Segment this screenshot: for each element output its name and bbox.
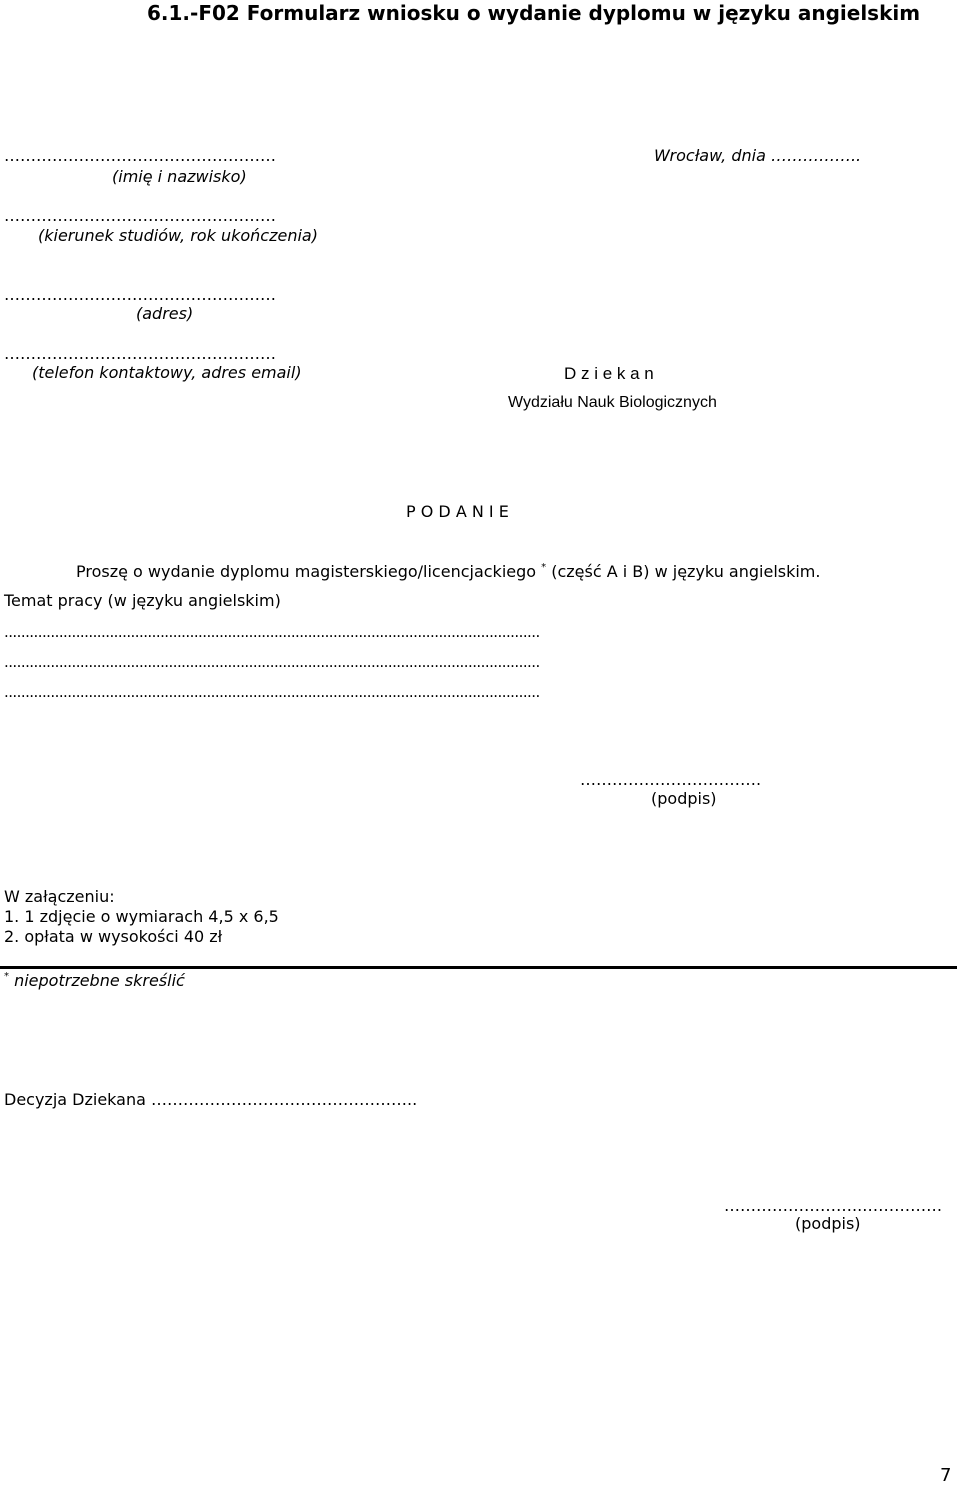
request-body-start: Proszę o wydanie dyplomu magisterskiego/licencjackiego bbox=[76, 562, 537, 581]
topic-line-2: ............................................................................................................................... bbox=[4, 653, 540, 671]
footnote-text: niepotrzebne skreślić bbox=[9, 971, 185, 990]
footnote bbox=[4, 973, 185, 989]
study-label: (kierunek studiów, rok ukończenia) bbox=[38, 226, 318, 245]
topic-line-1: ............................................................................................................................... bbox=[4, 623, 540, 641]
dean-signature-label: (podpis) bbox=[795, 1214, 861, 1233]
contact-dots: …………………………………………… bbox=[4, 344, 276, 363]
attachments-heading: W załączeniu: bbox=[4, 887, 115, 906]
dean-decision: Decyzja Dziekana ………………………………………….. bbox=[4, 1090, 418, 1109]
request-heading: P O D A N I E bbox=[406, 502, 509, 521]
place-date: Wrocław, dnia …………….. bbox=[654, 146, 862, 165]
study-dots: …………………………………………… bbox=[4, 206, 276, 225]
signature-dots: ……………………………. bbox=[580, 770, 762, 789]
dean-signature-dots: ……………………..…………… bbox=[724, 1196, 943, 1215]
page-number: 7 bbox=[940, 1465, 952, 1486]
attachment-item-2: 2. opłata w wysokości 40 zł bbox=[4, 927, 223, 946]
name-dots: …………………………………………… bbox=[4, 146, 276, 165]
address-dots: …………………………………………… bbox=[4, 285, 276, 304]
page-title: 6.1.-F02 Formularz wniosku o wydanie dyplomu w języku angielskim bbox=[147, 1, 921, 25]
signature-label: (podpis) bbox=[651, 789, 717, 808]
faculty-name: Wydziału Nauk Biologicznych bbox=[508, 394, 717, 411]
topic-line-3: ............................................................................................................................... bbox=[4, 683, 540, 701]
contact-label: (telefon kontaktowy, adres email) bbox=[32, 363, 302, 382]
separator-line bbox=[0, 966, 957, 969]
request-body-end: (część A i B) w języku angielskim. bbox=[546, 562, 821, 581]
address-label: (adres) bbox=[136, 304, 194, 323]
request-body bbox=[76, 564, 820, 580]
name-label: (imię i nazwisko) bbox=[112, 167, 247, 186]
request-asterisk: * bbox=[541, 562, 547, 573]
topic-label: Temat pracy (w języku angielskim) bbox=[4, 591, 281, 610]
footnote-asterisk: * bbox=[4, 971, 9, 982]
attachment-item-1: 1. 1 zdjęcie o wymiarach 4,5 x 6,5 bbox=[4, 907, 279, 926]
dean-title: D z i e k a n bbox=[564, 364, 654, 383]
